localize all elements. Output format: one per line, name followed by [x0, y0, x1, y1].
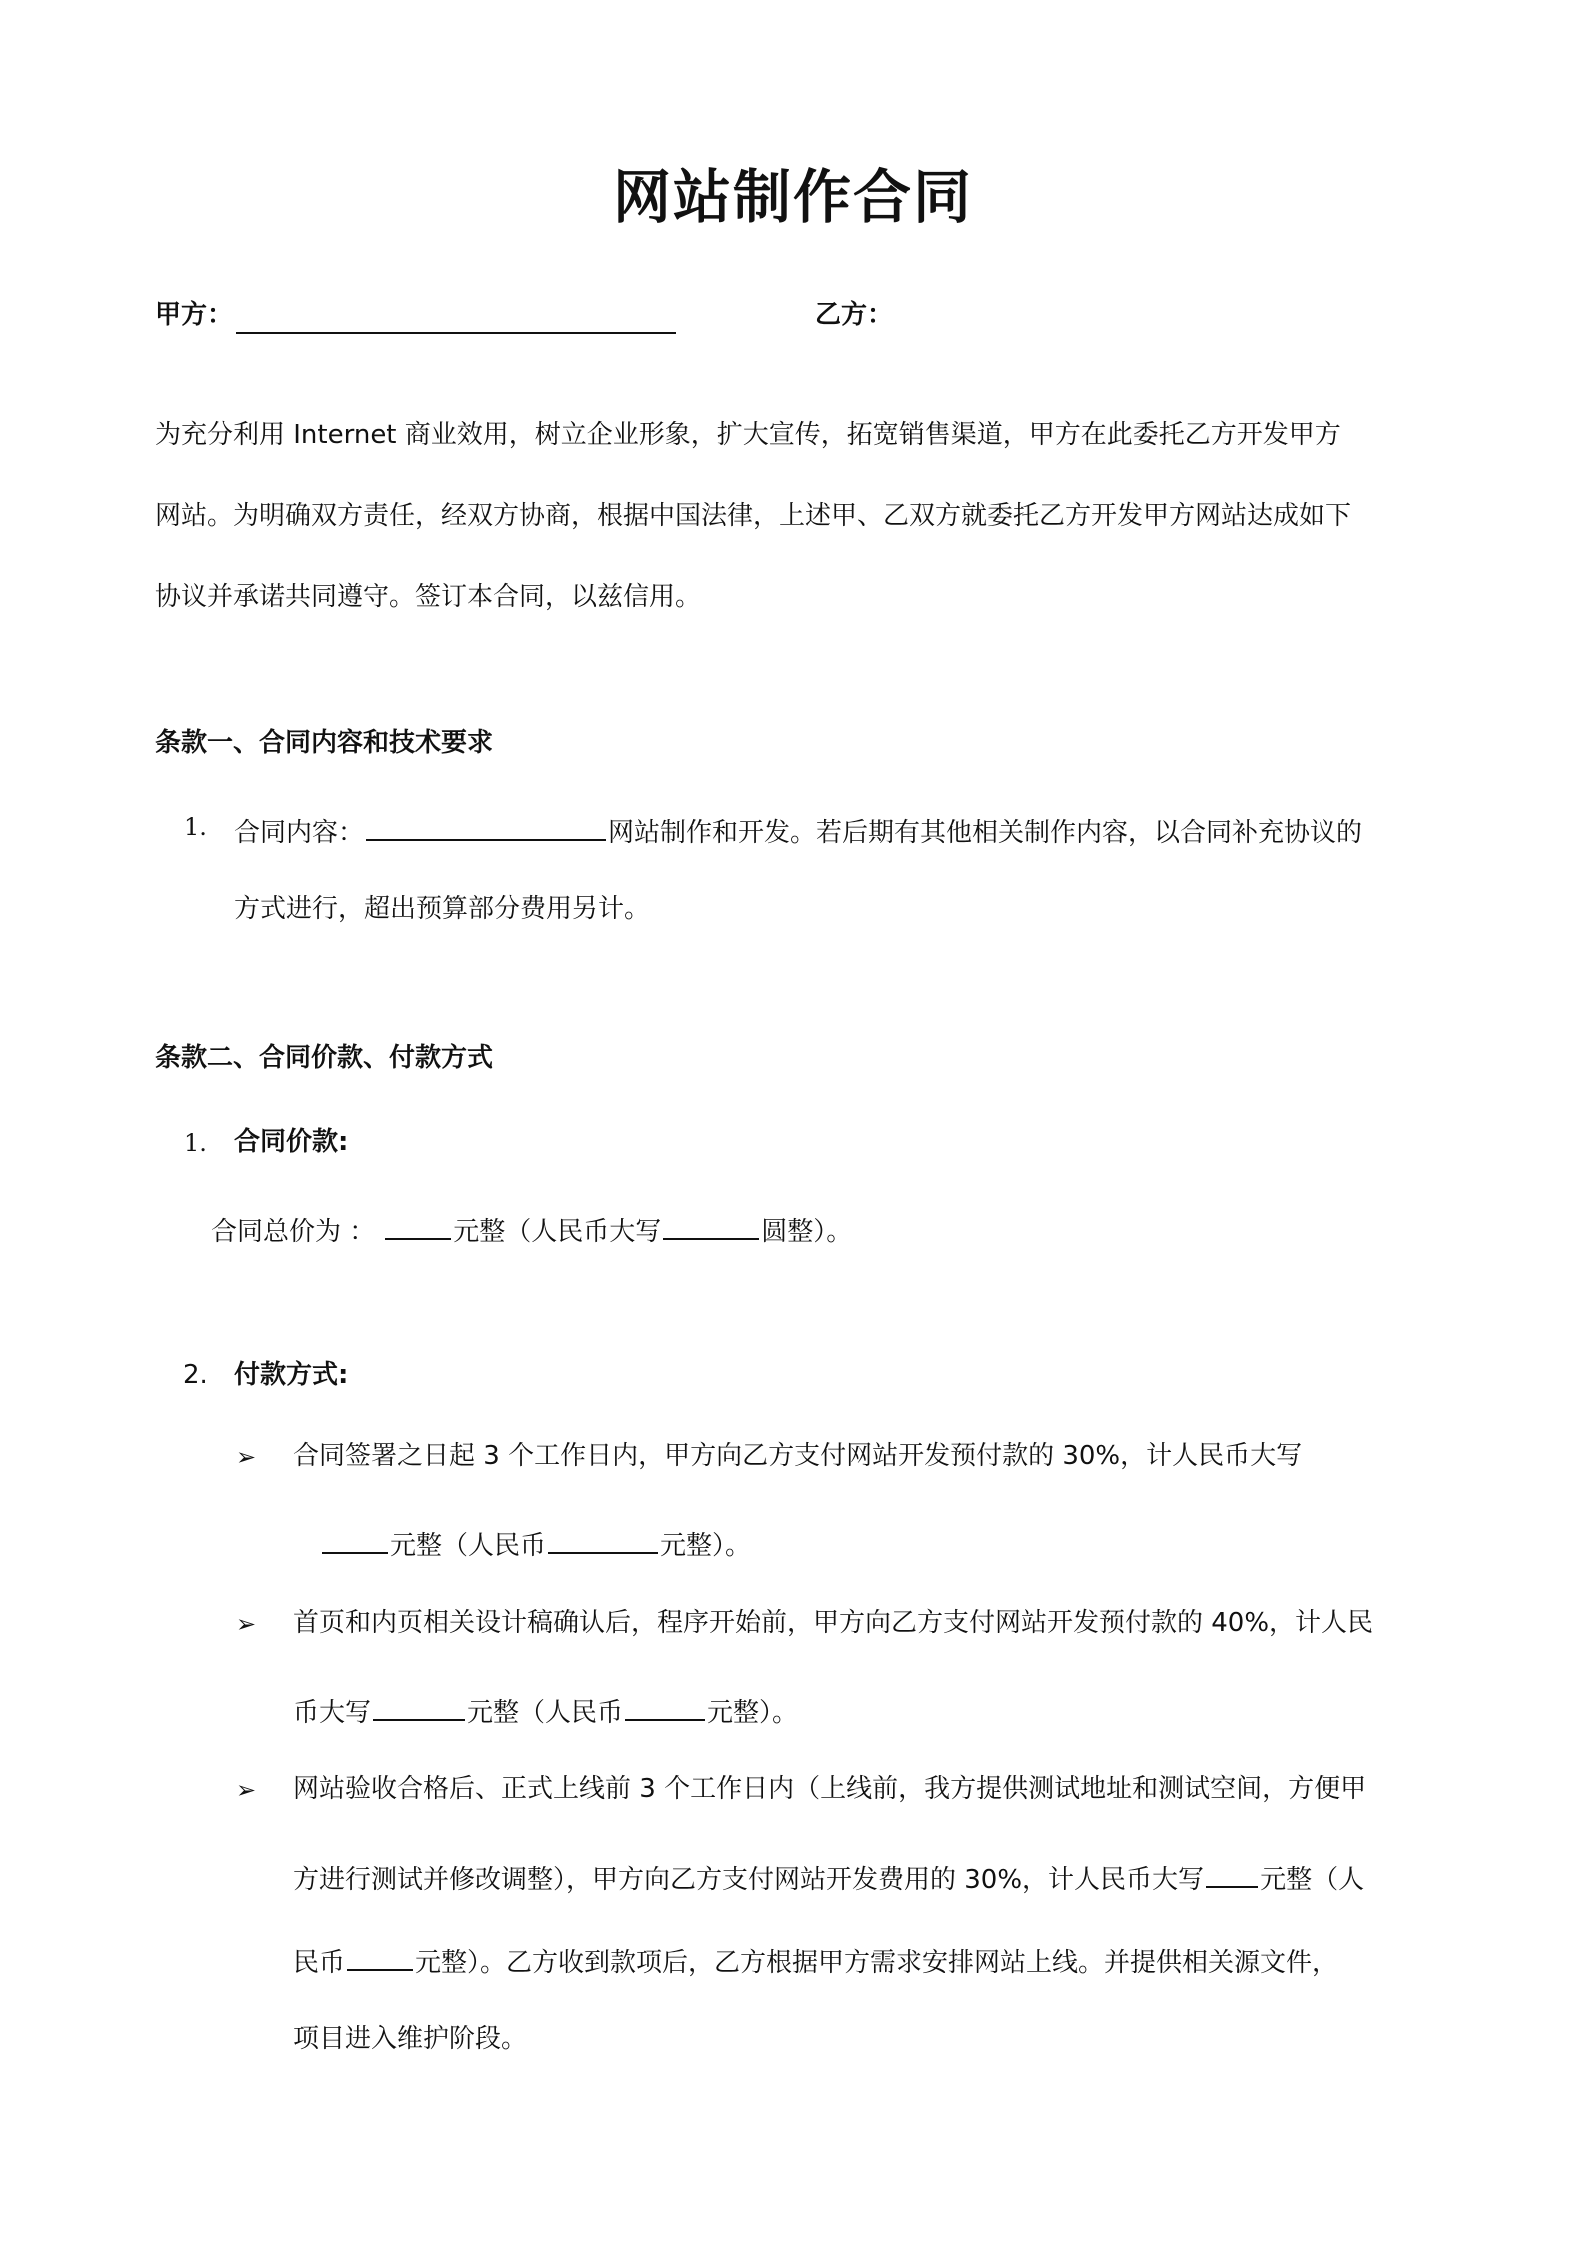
payment-b1-line2: [320, 1526, 751, 1559]
bullet-3-icon: ➢: [236, 1776, 257, 1804]
party-b-label: 乙方：: [815, 300, 894, 330]
contract-content-blank[interactable]: [366, 813, 606, 841]
price-total-blank[interactable]: [385, 1212, 451, 1240]
payment-b3-line1: 网站验收合格后、正式上线前 3 个工作日内（上线前，我方提供测试地址和测试空间，方便甲: [293, 1774, 1367, 1804]
price-total-prefix: 合同总价为 ：: [211, 1217, 376, 1247]
price-uppercase-blank[interactable]: [663, 1212, 759, 1240]
b3-uppercase-blank[interactable]: [1206, 1860, 1258, 1888]
b3-line2-mid: 元整（人: [1260, 1865, 1365, 1895]
payment-b3-line3: [293, 1943, 1338, 1976]
b1-end: 元整）。: [660, 1531, 752, 1561]
b1-uppercase-blank[interactable]: [322, 1526, 388, 1554]
clause1-item1-number: 1.: [184, 813, 207, 841]
clause1-item1-line1: [234, 813, 1362, 846]
b2-mid: 元整（人民币: [467, 1698, 624, 1728]
party-a-label: 甲方：: [155, 300, 234, 330]
payment-b2-line2: [293, 1693, 798, 1726]
b3-line3-end: 元整）。乙方收到款项后，乙方根据甲方需求安排网站上线。并提供相关源文件，: [415, 1948, 1339, 1978]
clause2-heading: 条款二、合同价款、付款方式: [155, 1043, 494, 1073]
payment-b1-line1: 合同签署之日起 3 个工作日内，甲方向乙方支付网站开发预付款的 30%，计人民币大写: [293, 1441, 1303, 1471]
document-title: 网站制作合同: [612, 163, 973, 231]
payment-number: 2.: [183, 1360, 208, 1390]
price-number: 1.: [184, 1129, 207, 1157]
b2-rmb-blank[interactable]: [625, 1693, 705, 1721]
intro-line-1: 为充分利用 Internet 商业效用，树立企业形象，扩大宣传，拓宽销售渠道，甲方在此委托乙方开发甲方: [155, 420, 1341, 450]
price-label: 合同价款:: [234, 1127, 349, 1157]
b2-uppercase-blank[interactable]: [373, 1693, 465, 1721]
b2-pre: 币大写: [293, 1698, 372, 1728]
b1-rmb-blank[interactable]: [548, 1526, 658, 1554]
price-total-suffix: 圆整）。: [761, 1217, 853, 1247]
payment-b2-line1: 首页和内页相关设计稿确认后，程序开始前，甲方向乙方支付网站开发预付款的 40%，计人民: [293, 1608, 1374, 1638]
b3-line2-pre: 方进行测试并修改调整），甲方向乙方支付网站开发费用的 30%，计人民币大写: [293, 1865, 1205, 1895]
intro-line-2: 网站。为明确双方责任，经双方协商，根据中国法律，上述甲、乙双方就委托乙方开发甲方网站达成如下: [155, 501, 1352, 531]
payment-b3-line2: [293, 1860, 1364, 1893]
bullet-2-icon: ➢: [236, 1610, 257, 1638]
contract-content-suffix: 网站制作和开发。若后期有其他相关制作内容，以合同补充协议的: [608, 818, 1363, 848]
price-total-mid: 元整（人民币大写: [453, 1217, 662, 1247]
price-total-line: [211, 1212, 852, 1245]
b3-line3-pre: 民币: [293, 1948, 346, 1978]
bullet-1-icon: ➢: [236, 1443, 257, 1471]
party-a-blank[interactable]: [236, 306, 676, 334]
clause1-heading: 条款一、合同内容和技术要求: [155, 728, 494, 758]
payment-b3-line4: 项目进入维护阶段。: [293, 2024, 528, 2054]
clause1-item1-line2: 方式进行，超出预算部分费用另计。: [234, 894, 651, 924]
contract-content-prefix: 合同内容：: [234, 818, 365, 848]
payment-label: 付款方式:: [234, 1360, 349, 1390]
b2-end: 元整）。: [707, 1698, 799, 1728]
b1-mid: 元整（人民币: [390, 1531, 547, 1561]
intro-line-3: 协议并承诺共同遵守。签订本合同，以兹信用。: [155, 582, 702, 612]
b3-rmb-blank[interactable]: [347, 1943, 413, 1971]
